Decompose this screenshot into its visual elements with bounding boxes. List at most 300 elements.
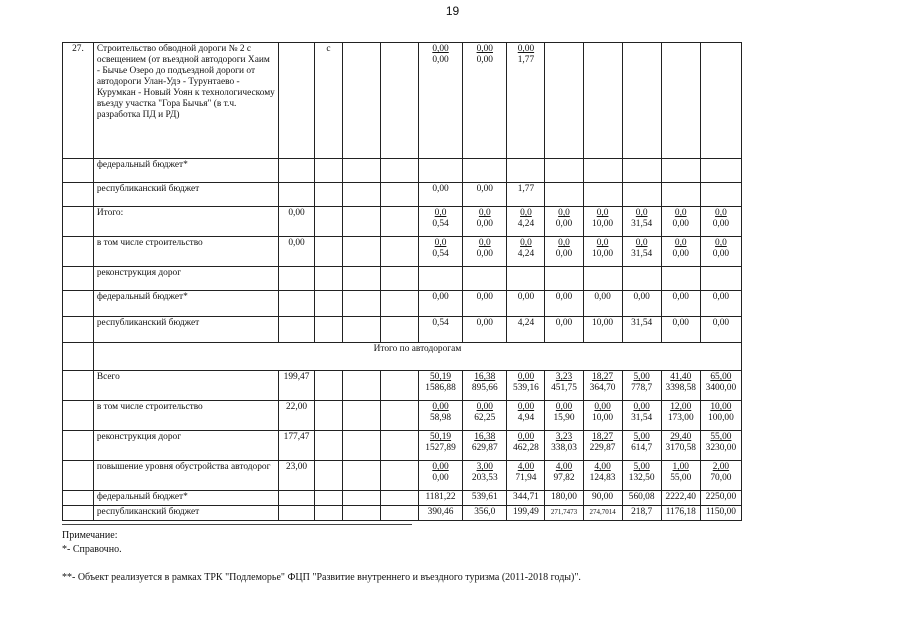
value-cell <box>583 491 622 506</box>
value-cell <box>418 291 462 317</box>
value-cell <box>661 183 700 207</box>
extra-cell <box>380 43 418 159</box>
cost-cell: 177,47 <box>279 431 315 461</box>
value-cell <box>507 491 545 506</box>
value-cell <box>463 207 507 237</box>
value: 70,00 <box>710 473 732 483</box>
extra-cell <box>380 267 418 291</box>
extra-cell <box>342 291 380 317</box>
value: 55,00 <box>710 432 732 442</box>
value: 344,71 <box>513 492 539 502</box>
notes-title: Примечание: <box>62 530 118 541</box>
value: 0,00 <box>432 402 449 412</box>
value: 0,00 <box>594 402 611 412</box>
value: 0,00 <box>517 44 535 54</box>
cost-cell <box>279 43 315 159</box>
value: 3230,00 <box>705 443 737 453</box>
value: 0,00 <box>476 318 493 328</box>
value: 4,00 <box>555 462 573 472</box>
value: 1176,18 <box>665 507 696 517</box>
table-row <box>63 207 742 237</box>
extra-cell <box>380 506 418 521</box>
value: 0,0 <box>635 238 648 248</box>
value: 0,00 <box>432 292 449 302</box>
value: 3400,00 <box>705 383 737 393</box>
value-cell <box>507 461 545 491</box>
value: 3170,58 <box>665 443 696 453</box>
name-cell: республиканский бюджет <box>93 317 278 343</box>
extra-cell <box>342 461 380 491</box>
page-number: 19 <box>445 4 460 18</box>
value-cell <box>507 371 545 401</box>
name-cell: республиканский бюджет <box>93 506 278 521</box>
value: 2,00 <box>712 462 730 472</box>
value-cell <box>622 207 661 237</box>
value: 364,70 <box>589 383 616 393</box>
value-cell <box>583 237 622 267</box>
value-cell <box>463 491 507 506</box>
value-cell <box>545 43 583 159</box>
value-cell <box>545 207 583 237</box>
value: 614,7 <box>631 443 653 453</box>
value-cell <box>622 461 661 491</box>
num-cell <box>63 431 94 461</box>
value-cell <box>661 431 700 461</box>
cost-cell <box>279 183 315 207</box>
value-cell <box>507 506 545 521</box>
num-cell: 27. <box>63 43 94 159</box>
value: 0,0 <box>558 238 570 248</box>
cost-cell <box>279 159 315 183</box>
value-cell <box>418 43 462 159</box>
value: 3,23 <box>555 372 573 382</box>
value: 173,00 <box>667 413 694 423</box>
value: 390,46 <box>427 507 454 517</box>
value-cell <box>583 371 622 401</box>
value: 0,00 <box>432 55 449 65</box>
value: 0,00 <box>672 219 689 229</box>
value: 338,03 <box>551 443 577 453</box>
mark-cell <box>315 401 343 431</box>
value: 0,0 <box>635 208 648 218</box>
value: 1,77 <box>517 184 535 194</box>
value-cell <box>622 317 661 343</box>
num-cell <box>63 317 94 343</box>
value-cell <box>507 183 545 207</box>
extra-cell <box>380 159 418 183</box>
value-cell <box>583 431 622 461</box>
cost-cell: 0,00 <box>279 207 315 237</box>
value-cell <box>545 491 583 506</box>
name-cell: Итого: <box>93 207 278 237</box>
value-cell <box>545 506 583 521</box>
value: 5,00 <box>633 432 650 442</box>
value-cell <box>661 491 700 506</box>
extra-cell <box>342 491 380 506</box>
value-cell <box>583 461 622 491</box>
value-cell <box>661 401 700 431</box>
value-cell <box>583 401 622 431</box>
cost-cell: 23,00 <box>279 461 315 491</box>
mark-cell <box>315 461 343 491</box>
value-cell <box>700 506 741 521</box>
value: 0,00 <box>555 318 573 328</box>
value-cell <box>507 237 545 267</box>
value-cell <box>418 183 462 207</box>
value: 0,00 <box>555 402 573 412</box>
value: 90,00 <box>592 492 614 502</box>
value-cell <box>418 371 462 401</box>
value: 1,00 <box>672 462 689 472</box>
extra-cell <box>380 371 418 401</box>
value-cell <box>507 267 545 291</box>
value: 31,54 <box>631 318 653 328</box>
value: 0,00 <box>476 402 493 412</box>
value: 71,94 <box>515 473 537 483</box>
value: 3398,58 <box>665 383 696 393</box>
value: 0,00 <box>555 219 573 229</box>
value-cell <box>507 431 545 461</box>
extra-cell <box>342 401 380 431</box>
mark-cell <box>315 506 343 521</box>
value-cell <box>545 291 583 317</box>
cost-cell <box>279 317 315 343</box>
value-cell <box>700 317 741 343</box>
value: 0,00 <box>517 292 535 302</box>
value: 2250,00 <box>705 492 737 502</box>
value: 124,83 <box>589 473 616 483</box>
table-row <box>63 461 742 491</box>
value-cell <box>700 431 741 461</box>
value: 1586,88 <box>425 383 456 393</box>
num-cell <box>63 291 94 317</box>
name-cell: федеральный бюджет* <box>93 291 278 317</box>
value: 4,24 <box>517 219 535 229</box>
value: 0,0 <box>596 238 609 248</box>
num-cell <box>63 267 94 291</box>
value: 16,38 <box>474 372 496 382</box>
table-row <box>63 183 742 207</box>
value-cell <box>545 159 583 183</box>
name-cell: в том числе строительство <box>93 401 278 431</box>
mark-cell <box>315 371 343 401</box>
value-cell <box>545 401 583 431</box>
mark-cell <box>315 183 343 207</box>
value-cell <box>700 401 741 431</box>
value: 0,00 <box>432 473 449 483</box>
table-row <box>63 291 742 317</box>
value: 31,54 <box>631 249 653 259</box>
value-cell <box>700 183 741 207</box>
value-cell <box>700 371 741 401</box>
value: 4,00 <box>594 462 611 472</box>
value-cell <box>507 207 545 237</box>
value: 10,00 <box>592 219 614 229</box>
value-cell <box>545 461 583 491</box>
num-cell <box>63 491 94 506</box>
extra-cell <box>342 183 380 207</box>
value-cell <box>463 267 507 291</box>
value-cell <box>661 317 700 343</box>
value: 0,0 <box>715 208 727 218</box>
table-row <box>63 506 742 521</box>
value: 0,0 <box>478 238 491 248</box>
value: 10,00 <box>592 249 614 259</box>
value: 0,0 <box>674 208 687 218</box>
value-cell <box>661 159 700 183</box>
value: 65,00 <box>710 372 732 382</box>
value: 203,53 <box>471 473 498 483</box>
value-cell <box>418 207 462 237</box>
value: 462,28 <box>513 443 539 453</box>
value: 560,08 <box>628 492 655 502</box>
cost-cell: 0,00 <box>279 237 315 267</box>
value-cell <box>463 431 507 461</box>
value-cell <box>418 159 462 183</box>
value-cell <box>463 317 507 343</box>
extra-cell <box>342 371 380 401</box>
value: 12,00 <box>670 402 692 412</box>
table-row <box>63 43 742 159</box>
value: 0,00 <box>432 44 449 54</box>
value: 0,00 <box>476 184 493 194</box>
mark-cell <box>315 291 343 317</box>
num-cell <box>63 183 94 207</box>
value: 229,87 <box>589 443 616 453</box>
value: 31,54 <box>631 219 653 229</box>
value: 100,00 <box>708 413 734 423</box>
value: 0,00 <box>476 292 493 302</box>
value-cell <box>661 291 700 317</box>
extra-cell <box>380 291 418 317</box>
extra-cell <box>342 431 380 461</box>
value: 0,0 <box>520 208 532 218</box>
value-cell <box>700 491 741 506</box>
table-row <box>63 159 742 183</box>
value: 218,7 <box>631 507 653 517</box>
value-cell <box>463 371 507 401</box>
note-reference: *- Справочно. <box>62 544 122 555</box>
value: 0,0 <box>596 208 609 218</box>
cost-cell <box>279 267 315 291</box>
extra-cell <box>380 237 418 267</box>
extra-cell <box>342 237 380 267</box>
cost-cell <box>279 291 315 317</box>
value: 2222,40 <box>665 492 696 502</box>
extra-cell <box>380 207 418 237</box>
value-cell <box>545 317 583 343</box>
value-cell <box>507 291 545 317</box>
value-cell <box>622 506 661 521</box>
value: 0,00 <box>476 55 493 65</box>
extra-cell <box>342 159 380 183</box>
value-cell <box>700 159 741 183</box>
value: 199,49 <box>513 507 539 517</box>
value-cell <box>661 461 700 491</box>
cost-cell <box>279 491 315 506</box>
value-cell <box>622 237 661 267</box>
value-cell <box>700 267 741 291</box>
value: 0,00 <box>712 249 730 259</box>
value-cell <box>583 267 622 291</box>
value: 0,00 <box>432 462 449 472</box>
value-cell <box>661 506 700 521</box>
name-cell: реконструкция дорог <box>93 267 278 291</box>
name-cell: повышение уровня обустройства автодорог <box>93 461 278 491</box>
value-cell <box>700 291 741 317</box>
value-cell <box>661 267 700 291</box>
extra-cell <box>342 43 380 159</box>
value: 0,00 <box>476 44 493 54</box>
mark-cell: с <box>315 43 343 159</box>
section-row <box>63 343 742 371</box>
value: 15,90 <box>553 413 575 423</box>
value-cell <box>418 461 462 491</box>
value: 451,75 <box>551 383 577 393</box>
value-cell <box>583 207 622 237</box>
name-cell: федеральный бюджет* <box>93 159 278 183</box>
name-cell: Строительство обводной дороги № 2 с освещением (от въездной автодороги Хаим - Бычье Озеро до подъездной дороги от автодороги Улан-Удэ - Турунтаево - Курумкан - Новый Уоян к технологическому въезду участка "Гора Бычья" (в т.ч. разработка ПД и РД) <box>93 43 278 159</box>
mark-cell <box>315 237 343 267</box>
value: 1,77 <box>517 55 535 65</box>
value: 3,23 <box>555 432 573 442</box>
table-row <box>63 431 742 461</box>
value: 132,50 <box>628 473 655 483</box>
value-cell <box>418 237 462 267</box>
notes <box>62 529 581 585</box>
value-cell <box>700 461 741 491</box>
value: 10,00 <box>710 402 732 412</box>
value-cell <box>583 291 622 317</box>
value: 0,00 <box>672 292 689 302</box>
num-cell <box>63 371 94 401</box>
value: 3,00 <box>476 462 493 472</box>
value-cell <box>418 267 462 291</box>
value: 18,27 <box>592 372 614 382</box>
value: 0,00 <box>712 219 730 229</box>
extra-cell <box>380 461 418 491</box>
value: 0,00 <box>432 184 449 194</box>
value: 4,94 <box>517 413 535 423</box>
name-cell: реконструкция дорог <box>93 431 278 461</box>
cost-cell: 22,00 <box>279 401 315 431</box>
value: 0,0 <box>434 238 447 248</box>
value: 0,00 <box>476 219 493 229</box>
num-cell <box>63 461 94 491</box>
value: 1150,00 <box>705 507 736 517</box>
value: 0,00 <box>594 292 611 302</box>
value: 0,0 <box>520 238 532 248</box>
name-cell: в том числе строительство <box>93 237 278 267</box>
value-cell <box>463 183 507 207</box>
extra-cell <box>342 506 380 521</box>
value: 0,00 <box>517 372 535 382</box>
value: 629,87 <box>471 443 498 453</box>
name-cell: федеральный бюджет* <box>93 491 278 506</box>
value-cell <box>622 183 661 207</box>
value: 0,00 <box>712 318 730 328</box>
mark-cell <box>315 207 343 237</box>
name-cell: республиканский бюджет <box>93 183 278 207</box>
value-cell <box>583 317 622 343</box>
value-cell <box>622 43 661 159</box>
notes-divider <box>62 524 412 525</box>
value: 62,25 <box>474 413 496 423</box>
value-cell <box>545 183 583 207</box>
value: 18,27 <box>592 432 614 442</box>
value: 356,0 <box>474 507 496 517</box>
value-cell <box>507 317 545 343</box>
table-row <box>63 401 742 431</box>
value: 5,00 <box>633 372 650 382</box>
cost-cell: 199,47 <box>279 371 315 401</box>
value-cell <box>545 267 583 291</box>
value: 0,54 <box>432 219 449 229</box>
value: 0,0 <box>434 208 447 218</box>
value: 0,54 <box>432 249 449 259</box>
value-cell <box>507 43 545 159</box>
value: 180,00 <box>551 492 577 502</box>
num-cell <box>63 237 94 267</box>
extra-cell <box>342 207 380 237</box>
mark-cell <box>315 491 343 506</box>
value-cell <box>418 431 462 461</box>
value-cell <box>622 431 661 461</box>
value-cell <box>661 371 700 401</box>
value-cell <box>661 237 700 267</box>
num-cell <box>63 401 94 431</box>
value-cell <box>622 491 661 506</box>
note-program: **- Объект реализуется в рамках ТРК "Подлеморье" ФЦП "Развитие внутреннего и въездного туризма (2011-2018 годы)". <box>62 572 581 583</box>
table-row <box>63 491 742 506</box>
value: 0,00 <box>517 432 535 442</box>
value-cell <box>661 207 700 237</box>
extra-cell <box>380 401 418 431</box>
value: 274,7014 <box>589 508 616 516</box>
value: 0,00 <box>476 249 493 259</box>
value: 0,54 <box>432 318 449 328</box>
value: 778,7 <box>631 383 653 393</box>
value-cell <box>418 401 462 431</box>
num-cell <box>63 506 94 521</box>
table-row <box>63 317 742 343</box>
value-cell <box>463 43 507 159</box>
value: 97,82 <box>553 473 575 483</box>
table-row <box>63 371 742 401</box>
value-cell <box>583 183 622 207</box>
value-cell <box>583 159 622 183</box>
value: 895,66 <box>471 383 498 393</box>
value: 0,00 <box>633 402 650 412</box>
value: 539,61 <box>471 492 498 502</box>
value: 271,7473 <box>550 508 578 516</box>
value-cell <box>418 491 462 506</box>
extra-cell <box>342 267 380 291</box>
extra-cell <box>342 317 380 343</box>
value: 31,54 <box>631 413 653 423</box>
value: 0,00 <box>555 292 573 302</box>
name-cell: Всего <box>93 371 278 401</box>
value-cell <box>700 43 741 159</box>
value: 1181,22 <box>425 492 456 502</box>
mark-cell <box>315 317 343 343</box>
num-cell <box>63 159 94 183</box>
value: 58,98 <box>429 413 452 423</box>
value-cell <box>418 506 462 521</box>
value: 41,40 <box>670 372 692 382</box>
value: 0,00 <box>517 402 535 412</box>
value-cell <box>463 237 507 267</box>
